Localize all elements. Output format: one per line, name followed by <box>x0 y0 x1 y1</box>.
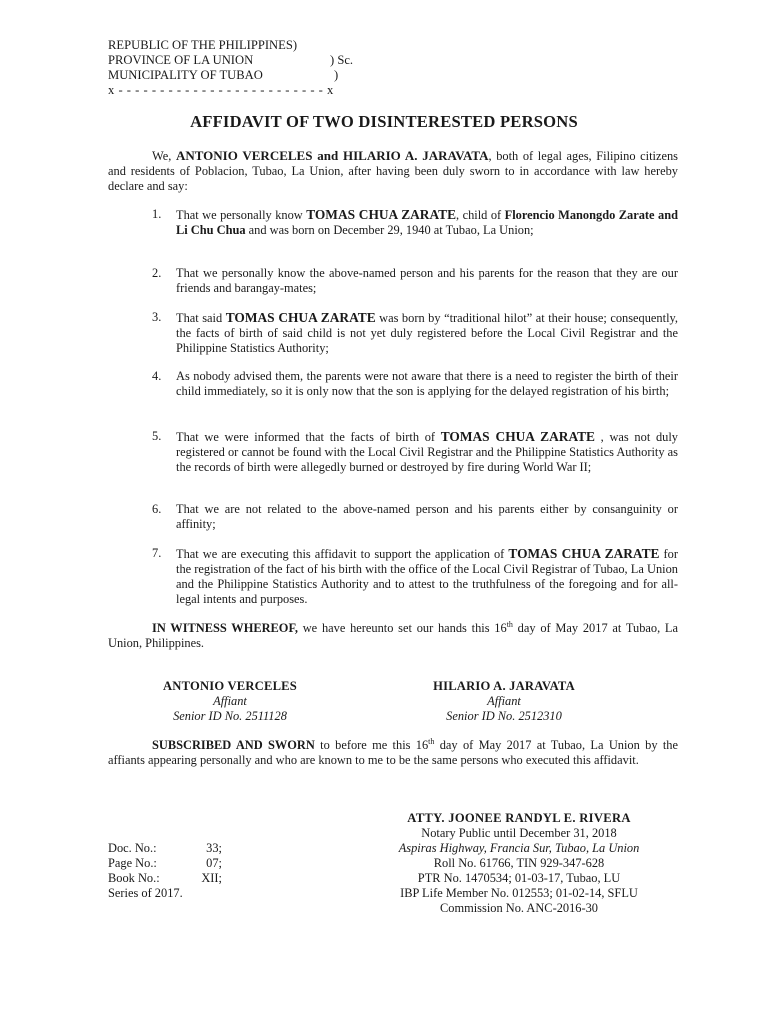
item-text <box>176 266 678 296</box>
case-caption <box>108 38 408 98</box>
affiant-names: ANTONIO VERCELES and HILARIO A. JARAVATA <box>175 148 489 163</box>
notary-commission-no: Commission No. ANC-2016-30 <box>440 901 598 915</box>
caption-line <box>108 38 408 53</box>
docinfo-row <box>108 871 248 886</box>
caption-municipality: MUNICIPALITY OF TUBAO <box>108 68 263 82</box>
jurat-text: to before me this 16 <box>314 738 429 752</box>
caption-line <box>108 53 408 68</box>
affiant-role: Affiant <box>213 694 247 708</box>
docinfo-label: Doc. No.: <box>108 841 157 855</box>
item-number: 1. <box>152 207 162 221</box>
item-number: 5. <box>152 429 162 443</box>
item-text-part: That we personally know the above-named person and his parents for the reason that they are our friends and barangay-mates; <box>176 266 678 295</box>
jurat-heading: SUBSCRIBED AND SWORN <box>152 738 315 752</box>
caption-province: PROVINCE OF LA UNION <box>108 53 254 67</box>
item-text <box>176 429 678 475</box>
notary-commission-expiry: Notary Public until December 31, 2018 <box>421 826 617 840</box>
notary-block <box>334 811 704 916</box>
docinfo-value: XII; <box>201 871 222 885</box>
caption-sc-mark: ) Sc. <box>330 53 354 67</box>
caption-republic: REPUBLIC OF THE PHILIPPINES) <box>108 38 298 52</box>
affiant-signature-block <box>130 679 330 724</box>
intro-paragraph <box>108 148 678 194</box>
witness-heading: IN WITNESS WHEREOF, <box>152 621 298 635</box>
docinfo-label: Book No.: <box>108 871 160 885</box>
item-text-part: was born by “traditional hilot” at their house; consequently, the facts of birth of said child is not yet duly registered before the Local Civil Registrar and the Philippine Statistics Authority; <box>176 311 678 355</box>
declaration-item <box>108 429 678 475</box>
witness-text: day of May 2017 at Tubao, La Union, Philippines. <box>108 621 679 650</box>
intro-rest: , both of legal ages, Filipino citizens and residents of Poblacion, Tubao, La Union, after having been duly sworn to in accordance with law hereby declare and say: <box>108 149 678 193</box>
docinfo-label: Series of 2017. <box>108 886 183 900</box>
docinfo-row <box>108 856 248 871</box>
ordinal-suffix: th <box>506 619 513 629</box>
affiant-name: ANTONIO VERCELES <box>163 679 297 693</box>
declaration-item <box>108 266 678 296</box>
item-name-bold: TOMAS CHUA ZARATE <box>225 310 376 325</box>
item-text-part: That we personally know <box>176 208 307 222</box>
caption-divider: x - - - - - - - - - - - - - - - - - - - - - - - - - x <box>108 83 334 97</box>
notary-ibp: IBP Life Member No. 012553; 01-02-14, SFLU <box>400 886 638 900</box>
notary-address: Aspiras Highway, Francia Sur, Tubao, La Union <box>398 841 640 855</box>
intro-lead: We, <box>152 149 176 163</box>
item-text <box>176 207 678 238</box>
item-name-bold: TOMAS CHUA ZARATE <box>440 429 595 444</box>
item-text-part: That we are executing this affidavit to support the application of <box>176 547 509 561</box>
docinfo-row <box>108 886 248 901</box>
item-text-part: That we are not related to the above-named person and his parents either by consanguinity or affinity; <box>176 502 678 531</box>
notary-ptr: PTR No. 1470534; 01-03-17, Tubao, LU <box>417 871 621 885</box>
docinfo-row <box>108 841 248 856</box>
notarial-register-info <box>108 841 248 901</box>
affiant-signature-block <box>404 679 604 724</box>
item-text-part: , was not duly registered or cannot be found with the Local Civil Registrar and the Philippine Statistics Authority as the records of birth were allegedly burned or destroyed by fire during World War II; <box>176 430 678 474</box>
jurat-paragraph <box>108 738 678 768</box>
caption-paren-mark: ) <box>334 68 339 82</box>
declaration-item <box>108 546 678 607</box>
declaration-item <box>108 369 678 399</box>
item-number: 7. <box>152 546 162 560</box>
jurat-text: day of May 2017 at Tubao, La Union by the affiants appearing personally and who are known to me to be the same persons who executed this affidavit. <box>108 738 678 767</box>
item-name-bold: TOMAS CHUA ZARATE <box>508 546 660 561</box>
declaration-item <box>108 207 678 238</box>
item-parents-bold: Florencio Manongdo Zarate and Li Chu Chua <box>176 208 678 237</box>
item-text-part: and was born on December 29, 1940 at Tubao, La Union; <box>245 223 534 237</box>
affiant-name: HILARIO A. JARAVATA <box>433 679 575 693</box>
docinfo-label: Page No.: <box>108 856 157 870</box>
item-name-bold: TOMAS CHUA ZARATE <box>306 207 457 222</box>
item-text-part: , child of <box>456 208 505 222</box>
affiant-id: Senior ID No. 2511128 <box>173 709 287 723</box>
item-text <box>176 310 678 356</box>
item-text-part: That said <box>176 311 226 325</box>
notary-roll-tin: Roll No. 61766, TIN 929-347-628 <box>433 856 605 870</box>
ordinal-suffix: th <box>428 736 435 746</box>
item-text <box>176 369 678 399</box>
affiant-role: Affiant <box>487 694 521 708</box>
item-text <box>176 546 678 607</box>
witness-clause <box>108 621 678 651</box>
witness-text: we have hereunto set our hands this 16 <box>297 621 507 635</box>
caption-line <box>108 68 408 83</box>
item-number: 6. <box>152 502 162 516</box>
item-number: 4. <box>152 369 162 383</box>
item-text <box>176 502 678 532</box>
item-text-part: for the registration of the fact of his birth with the office of the Local Civil Registrar of Tubao, La Union and the Philippine Statistics Authority and to attest to the truthfulness of the foregoing and for all-legal intents and purposes. <box>176 547 678 606</box>
item-text-part: As nobody advised them, the parents were not aware that there is a need to register the birth of their child immediately, so it is only now that the son is applying for the delayed registration of his birth; <box>176 369 678 398</box>
notary-name: ATTY. JOONEE RANDYL E. RIVERA <box>407 811 631 825</box>
docinfo-value: 33; <box>206 841 222 855</box>
item-text-part: That we were informed that the facts of birth of <box>176 430 441 444</box>
affiant-id: Senior ID No. 2512310 <box>446 709 562 723</box>
docinfo-value: 07; <box>206 856 222 870</box>
item-number: 2. <box>152 266 162 280</box>
declaration-item <box>108 502 678 532</box>
document-title: AFFIDAVIT OF TWO DISINTERESTED PERSONS <box>190 112 578 131</box>
item-number: 3. <box>152 310 162 324</box>
declaration-item <box>108 310 678 356</box>
